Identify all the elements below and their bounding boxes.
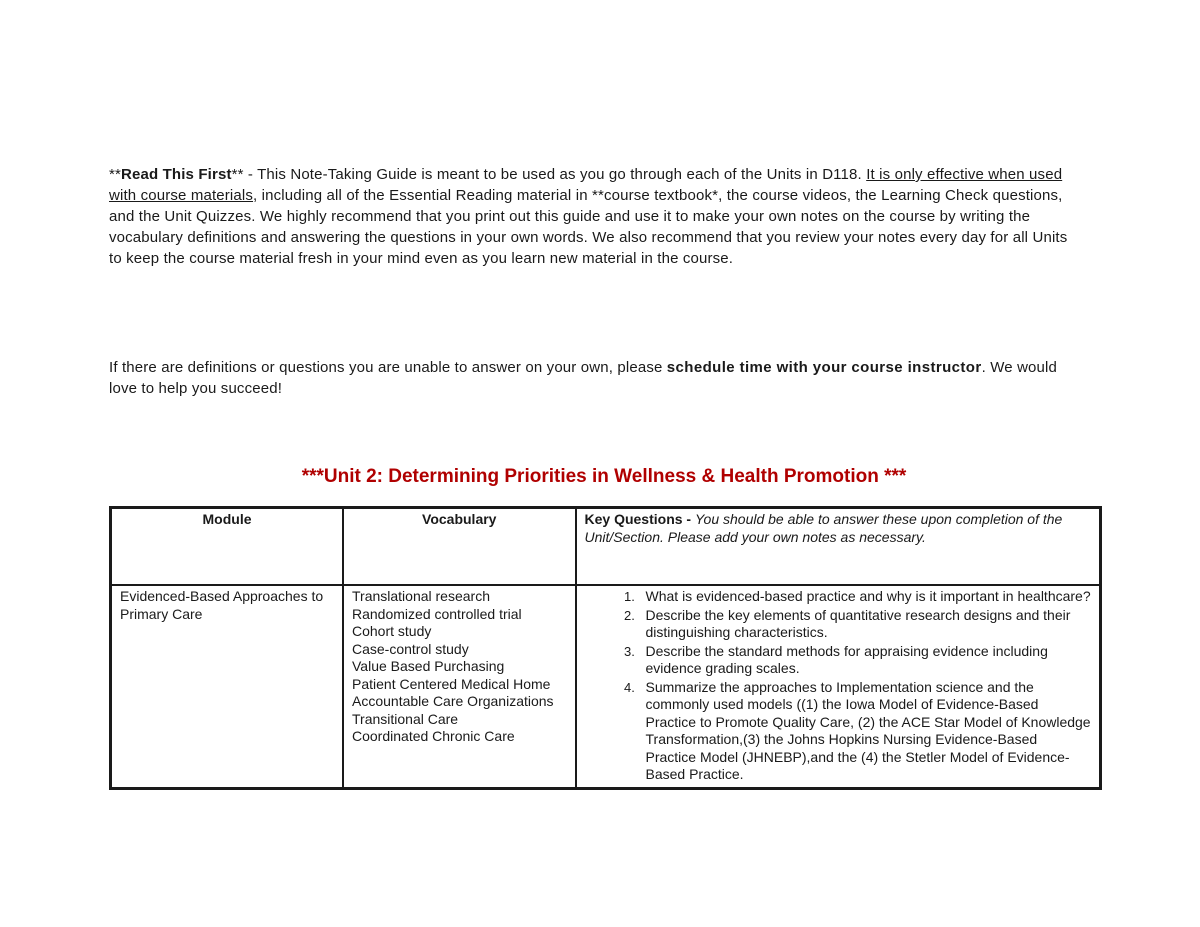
- key-questions-cell: [576, 585, 1101, 788]
- unit-title: ***Unit 2: Determining Priorities in Wellness & Health Promotion ***: [301, 466, 907, 487]
- table-row: [111, 585, 1101, 788]
- key-question-item: 2. Describe the key elements of quantitative research designs and their distinguishing characteristics.: [639, 607, 1092, 642]
- module-cell: Evidenced-Based Approaches to Primary Care: [111, 585, 344, 788]
- module-header: Module: [111, 508, 344, 586]
- key-questions-label: Key Questions -: [584, 511, 695, 527]
- intro-paragraph: [109, 164, 1084, 269]
- vocabulary-term: Transitional Care: [352, 710, 459, 727]
- help-suffix: . We would love to help you succeed!: [109, 359, 1058, 397]
- key-questions-header: [576, 508, 1101, 586]
- vocabulary-term: Randomized controlled trial: [352, 605, 522, 622]
- help-bold: schedule time with your course instructor: [666, 359, 982, 376]
- vocabulary-term: Coordinated Chronic Care: [352, 728, 515, 744]
- vocabulary-term: Translational research: [352, 588, 490, 604]
- key-questions-list: [585, 588, 1092, 784]
- vocabulary-list: [352, 588, 567, 746]
- intro-lead-suffix: ** - This Note-Taking Guide is meant to be used as you go through each of the Units in D118.: [231, 166, 867, 183]
- key-questions-hint: You should be able to answer these upon completion of the Unit/Section. Please add your own notes as necessary.: [584, 511, 1063, 545]
- help-prefix: If there are definitions or questions you are unable to answer on your own, please: [109, 359, 667, 376]
- vocabulary-term: Cohort study: [352, 623, 432, 639]
- intro-lead-prefix: **: [109, 166, 121, 183]
- intro-rest: , including all of the Essential Reading material in **course textbook*, the course videos, the Learning Check questions, and the Unit Quizzes. We highly recommend that you print out this guide and use it to make your own notes on the course by writing the vocabulary definitions and answering the questions in your own words. We also recommend that you review your notes every day for all Units to keep the course material fresh in your mind even as you learn new material in the course.: [109, 187, 1068, 267]
- vocabulary-term: Value Based Purchasing: [352, 658, 505, 674]
- read-this-first-label: Read This First: [120, 166, 232, 183]
- vocabulary-header: Vocabulary: [343, 508, 576, 586]
- vocabulary-cell: [343, 585, 576, 788]
- note-taking-table: [109, 506, 1102, 790]
- key-question-item: 4. Summarize the approaches to Implementation science and the commonly used models ((1) the Iowa Model of Evidence-Based Practice to Promote Quality Care, (2) the ACE Star Model of Knowledge Transformation,(3) the Johns Hopkins Nursing Evidence-Based Practice Model (JHNEBP),and the (4) the Stetler Model of Evidence-Based Practice.: [639, 679, 1092, 784]
- vocabulary-term: Case-control study: [352, 640, 469, 657]
- table-header-row: [111, 508, 1101, 586]
- key-question-item: 3. Describe the standard methods for appraising evidence including evidence grading scales.: [639, 643, 1092, 678]
- key-question-item: 1. What is evidenced-based practice and why is it important in healthcare?: [639, 588, 1092, 606]
- vocabulary-term: Patient Centered Medical Home: [352, 675, 551, 692]
- intro-underlined-text: It is only effective when used with course materials: [109, 166, 1063, 204]
- help-paragraph: [109, 357, 1084, 399]
- vocabulary-term: Accountable Care Organizations: [352, 693, 554, 709]
